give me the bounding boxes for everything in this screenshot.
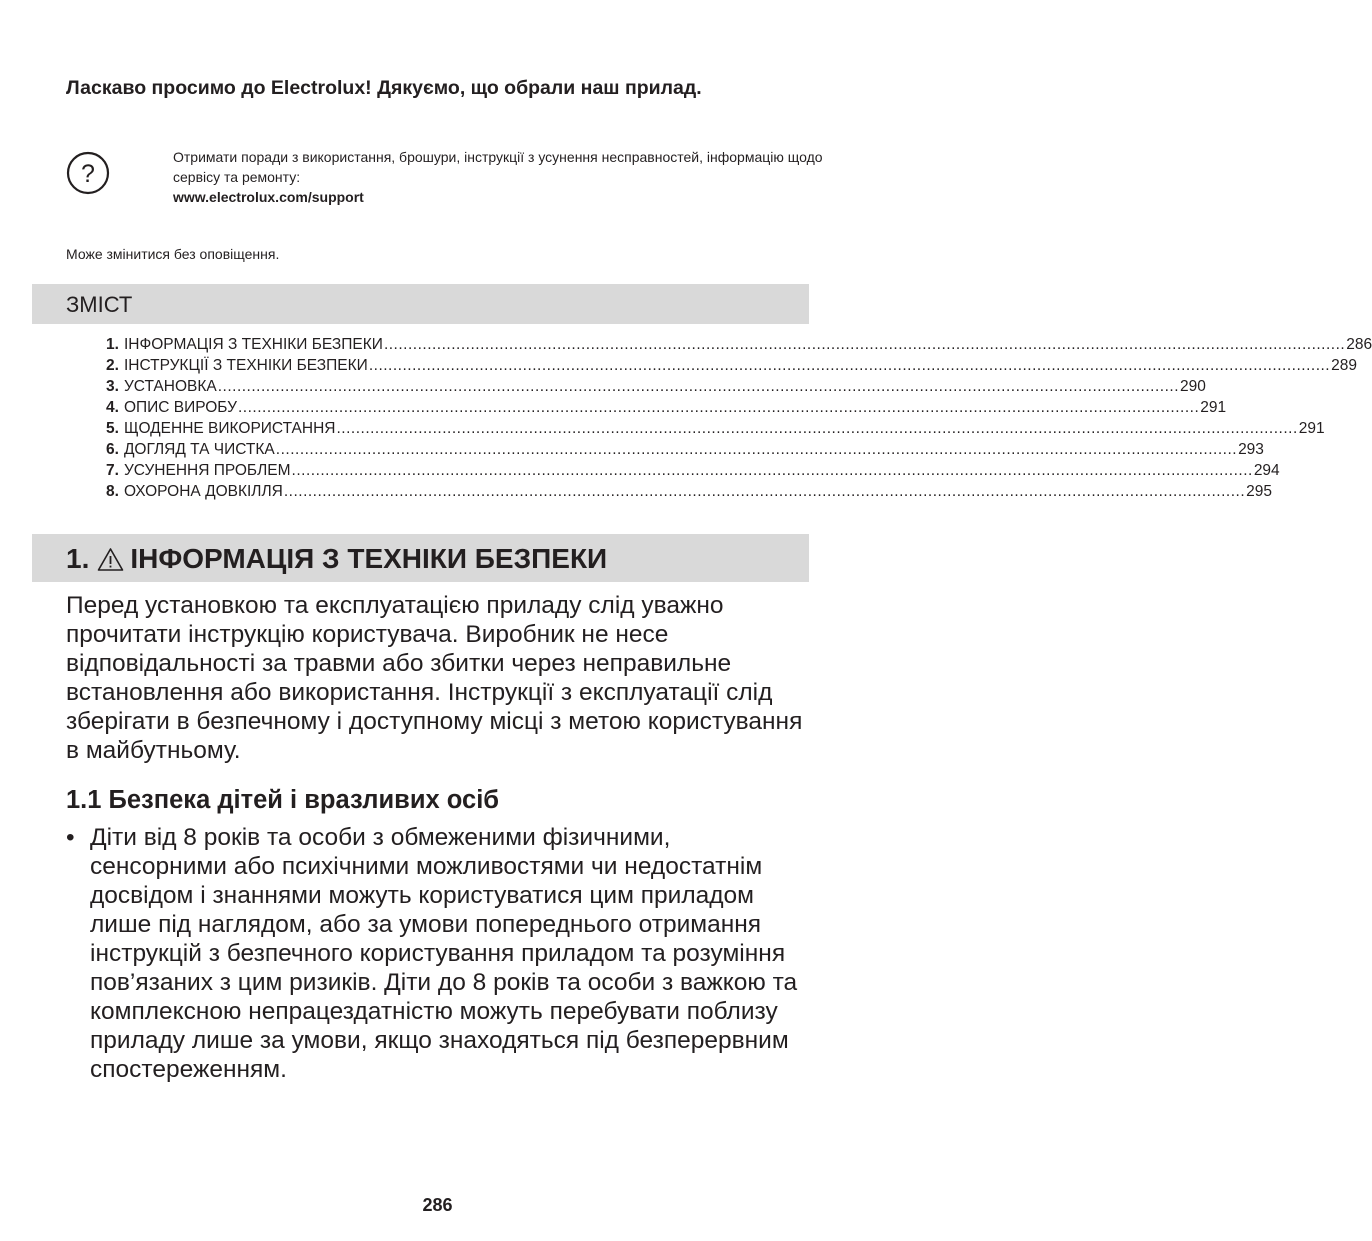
toc-item[interactable] [106,334,1372,355]
support-info [173,147,833,207]
toc-item[interactable] [106,460,1280,481]
toc-item-label: ОХОРОНА ДОВКІЛЛЯ [123,483,283,500]
toc-item-page: 286 [1346,336,1372,353]
toc-item-label: ОПИС ВИРОБУ [123,399,237,416]
toc-leader-dots: ........................................................................................................................................................................................................ [336,420,1298,437]
intro-paragraph: Перед установкою та експлуатацією приладу слід уважно прочитати інструкцію користувача. Виробник не несе відповідальності за травми або збитки через неправильне встановлення або використання. Інструкції з експлуатації слід зберігати в безпечному і доступному місці з метою користування в майбутньому. [66,592,803,764]
toc-item-page: 289 [1331,357,1357,374]
toc-item-page: 295 [1246,483,1272,500]
welcome-heading: Ласкаво просимо до Electrolux! Дякуємо, що обрали наш прилад. [66,77,702,99]
toc-item-label: УСУНЕННЯ ПРОБЛЕМ [123,462,291,479]
toc-leader-dots: ........................................................................................................................................................................................................ [237,399,1200,416]
toc-item-page: 290 [1180,378,1206,395]
toc-leader-dots: ........................................................................................................................................................................................................ [275,441,1238,458]
toc-item[interactable] [106,418,1325,439]
support-link[interactable]: www.electrolux.com/support [173,189,364,205]
toc-leader-dots: ........................................................................................................................................................................................................ [291,462,1253,479]
toc-item-page: 294 [1253,462,1280,479]
toc-item-page: 291 [1200,399,1227,416]
toc-leader-dots: ........................................................................................................................................................................................................ [217,378,1179,395]
toc-item-number: 7. [106,462,119,479]
toc-item-number: 8. [106,483,119,500]
toc-item-label: ЩОДЕННЕ ВИКОРИСТАННЯ [123,420,336,437]
toc-item-number: 1. [106,336,119,353]
toc-item-label: ІНФОРМАЦІЯ З ТЕХНІКИ БЕЗПЕКИ [123,336,383,353]
toc-header-bar [32,284,809,324]
toc-item[interactable] [106,355,1357,376]
support-description: Отримати поради з використання, брошури, інструкції з усунення несправностей, інформацію щодо сервісу та ремонту: [173,149,823,185]
toc-title: ЗМІСТ [66,292,133,317]
toc-item-number: 3. [106,378,119,395]
change-notice: Може змінитися без оповіщення. [66,246,280,262]
toc-item-label: УСТАНОВКА [123,378,217,395]
toc-item-number: 6. [106,441,119,458]
section-number: 1. [66,543,90,574]
svg-text:?: ? [81,160,95,188]
toc-item[interactable] [106,397,1227,418]
toc-leader-dots: ........................................................................................................................................................................................................ [368,357,1331,374]
toc-item-label: ДОГЛЯД ТА ЧИСТКА [123,441,275,458]
section-title [66,543,607,575]
toc-item-label: ІНСТРУКЦІЇ З ТЕХНІКИ БЕЗПЕКИ [123,357,368,374]
toc-leader-dots: ........................................................................................................................................................................................................ [283,483,1246,500]
question-circle-icon [66,151,110,195]
toc-item-page: 291 [1298,420,1325,437]
bullet-list [66,823,811,1084]
toc-item-number: 4. [106,399,119,416]
toc-item[interactable] [106,376,1206,397]
bullet-marker: • [66,824,75,851]
toc-item-number: 5. [106,420,119,437]
section-header-bar [32,534,809,582]
toc-item-page: 293 [1238,441,1264,458]
warning-triangle-icon [97,547,124,572]
list-item-text: Діти від 8 років та особи з обмеженими фізичними, сенсорними або психічними можливостями чи недостатнім досвідом і знаннями можуть користуватися цим приладом лише під наглядом, або за умови попереднього отримання інструкцій з безпечного користування приладом та розуміння пов’язаних з цим ризиків. Діти до 8 років та особи з важкою та комплексною непрацездатністю можуть перебувати поблизу приладу лише за умови, якщо знаходяться під безперервним спостереженням. [90,824,798,1083]
toc-item[interactable] [106,481,1272,502]
subsection-title: 1.1 Безпека дітей і вразливих осіб [66,786,500,814]
toc-list [106,334,1372,502]
page-number: 286 [422,1195,453,1215]
toc-leader-dots: ........................................................................................................................................................................................................ [383,336,1346,353]
list-item [66,823,811,1084]
toc-item[interactable] [106,439,1264,460]
toc-item-number: 2. [106,357,119,374]
section-title-text: ІНФОРМАЦІЯ З ТЕХНІКИ БЕЗПЕКИ [130,543,608,574]
